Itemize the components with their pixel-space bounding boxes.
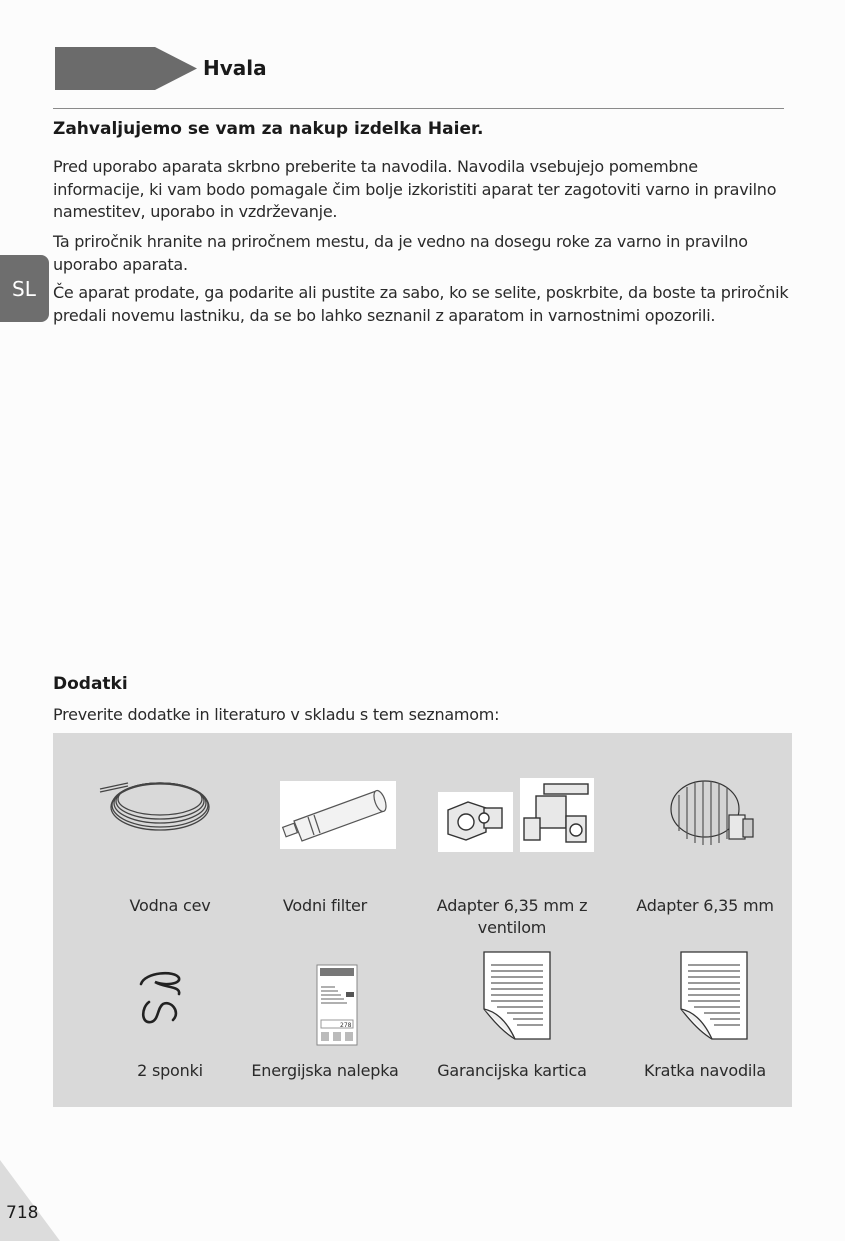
thanks-heading: Zahvaljujemo se vam za nakup izdelka Haier.	[53, 119, 484, 139]
energy-label-icon	[316, 964, 358, 1046]
section-title: Hvala	[203, 56, 267, 80]
accessory-label: Vodni filter	[282, 896, 368, 915]
thanks-paragraph-3: Če aparat prodate, ga podarite ali pustite za sabo, ko se selite, poskrbite, da boste ta priročnik predali novemu lastniku, da se bo lahko seznanil z aparatom in varnostnimi opozorili.	[53, 283, 789, 325]
page-number: 718	[6, 1203, 39, 1223]
adapter-valve-icon	[438, 778, 594, 852]
accessory-label: Kratka navodila	[643, 1061, 767, 1080]
thanks-paragraph-1: Pred uporabo aparata skrbno preberite ta navodila. Navodila vsebujejo pomembne informacije, ki vam bodo pomagale čim bolje izkoristiti aparat ter zagotoviti varno in pravilno namestitev, uporabo in vzdrževanje.	[53, 157, 777, 221]
clips-icon	[135, 968, 187, 1028]
accessories-intro: Preverite dodatke in literaturo v skladu s tem seznamom:	[53, 705, 500, 724]
language-tab-label: SL	[12, 277, 36, 301]
water-filter-icon	[280, 781, 396, 849]
accessory-label: Garancijska kartica	[437, 1061, 587, 1080]
water-hose-icon	[98, 775, 216, 837]
header-banner-arrow	[55, 47, 197, 90]
accessory-label: Vodna cev	[129, 896, 211, 915]
accessories-heading: Dodatki	[53, 674, 128, 694]
thanks-paragraph-2: Ta priročnik hranite na priročnem mestu, da je vedno na dosegu roke za varno in pravilno uporabo aparata.	[53, 232, 748, 274]
warranty-card-icon	[483, 951, 553, 1041]
header-divider	[53, 108, 784, 109]
accessory-label: Adapter 6,35 mm	[636, 896, 774, 915]
adapter-icon	[667, 775, 757, 853]
accessory-label: 2 sponki	[137, 1061, 203, 1080]
accessory-label: Adapter 6,35 mm z ventilom	[436, 896, 588, 937]
accessory-label: Energijska nalepka	[251, 1061, 399, 1080]
page-corner-tab	[0, 1160, 60, 1241]
quick-guide-icon	[680, 951, 750, 1041]
energy-label-value: 278	[340, 1022, 352, 1029]
